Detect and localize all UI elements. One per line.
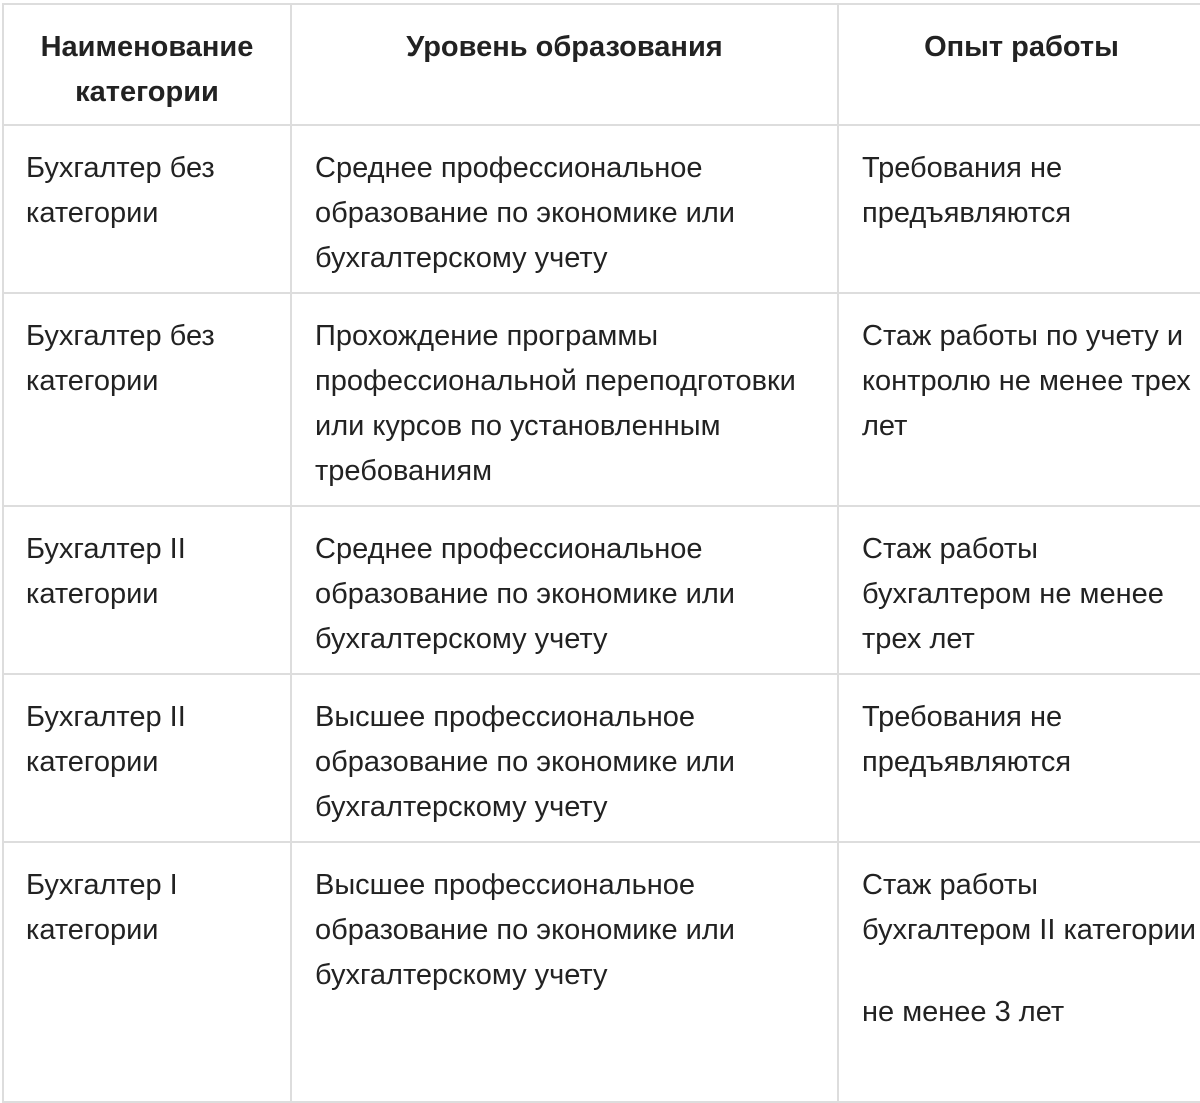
cell-education: Высшее профессиональное образование по экономике или бухгалтерскому учету [291,842,838,1102]
header-education: Уровень образования [291,4,838,125]
accountant-categories-table [2,3,1200,1103]
cell-education: Среднее профессиональное образование по экономике или бухгалтерскому учету [291,506,838,674]
cell-experience-text: Стаж работы бухгалтером II категории [862,869,1196,946]
header-experience: Опыт работы [838,4,1200,125]
cell-experience-extra: не менее 3 лет [862,996,1065,1028]
cell-category: Бухгалтер I категории [3,842,291,1102]
table-row [3,293,1200,506]
cell-experience: Требования не предъявляются [838,674,1200,842]
table-body [3,125,1200,1102]
cell-category: Бухгалтер без категории [3,125,291,293]
header-row [3,4,1200,125]
cell-education: Среднее профессиональное образование по экономике или бухгалтерскому учету [291,125,838,293]
table-row [3,506,1200,674]
cell-experience: Стаж работы по учету и контролю не менее трех лет [838,293,1200,506]
cell-category: Бухгалтер II категории [3,506,291,674]
cell-experience: Требования не предъявляются [838,125,1200,293]
table-header [3,4,1200,125]
cell-experience: Стаж работы бухгалтером не менее трех лет [838,506,1200,674]
header-category: Наименование категории [3,4,291,125]
cell-category: Бухгалтер II категории [3,674,291,842]
cell-experience [838,842,1200,1102]
table-row [3,842,1200,1102]
cell-education: Прохождение программы профессиональной переподготовки или курсов по установленным требованиям [291,293,838,506]
table-row [3,125,1200,293]
table-row [3,674,1200,842]
cell-education: Высшее профессиональное образование по экономике или бухгалтерскому учету [291,674,838,842]
cell-category: Бухгалтер без категории [3,293,291,506]
